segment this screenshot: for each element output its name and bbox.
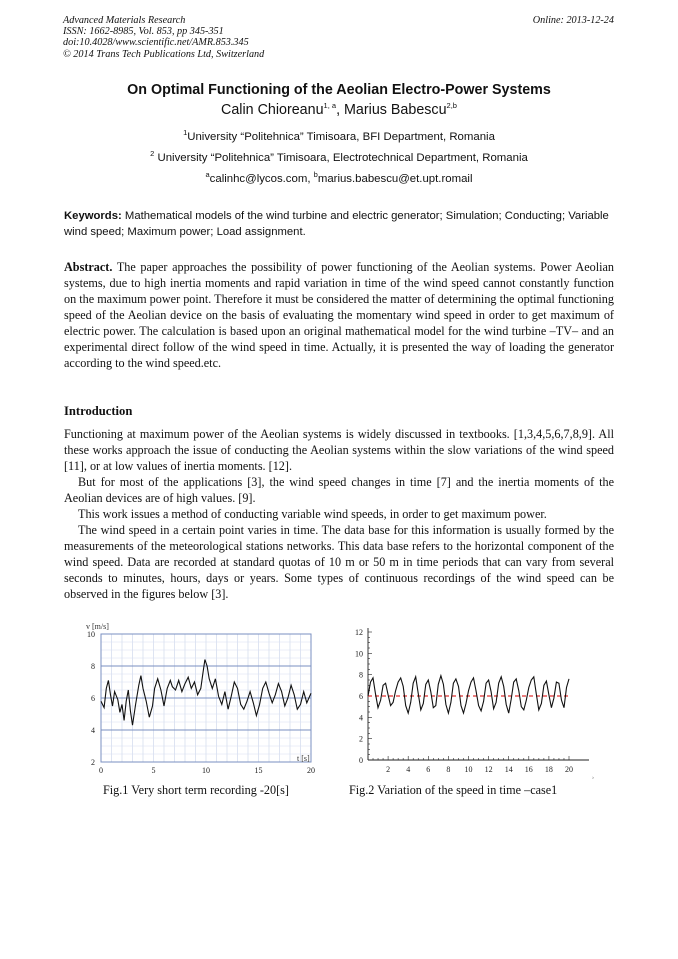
copyright-line: © 2014 Trans Tech Publications Ltd, Switzerland <box>63 48 265 60</box>
affiliation-1 <box>0 128 678 143</box>
fig2-ytick-label: 0 <box>359 756 363 765</box>
fig2-ytick-label: 4 <box>359 713 363 723</box>
intro-paragraph-1: Functioning at maximum power of the Aeolian systems is widely discussed in textbooks. [1,3,4,5,6,7,8,9]. All these works approach the issue of conducting the Aeolian systems within the slow variations of the wind speed [11], or at low values of inertia moments. [12]. <box>64 427 614 473</box>
figure-2-caption: Fig.2 Variation of the speed in time –case1 <box>349 783 558 797</box>
fig1-xtick-label: 5 <box>151 766 156 775</box>
fig2-xtick-label: 10 <box>464 765 473 774</box>
fig2-xtick-label: 20 <box>565 765 573 774</box>
affiliation-2-sup: 2 <box>150 149 155 159</box>
email-b-sup: b <box>313 170 318 180</box>
fig1-xtick-label: 0 <box>99 766 103 775</box>
fig2-xtick-label: 2 <box>386 765 391 774</box>
fig1-ytick-label: 8 <box>91 662 95 671</box>
author-separator: , <box>336 102 345 118</box>
fig2-xtick-label: 12 <box>484 765 493 774</box>
affiliation-1-sup: 1 <box>183 128 188 138</box>
fig1-xtick-label: 15 <box>254 766 263 775</box>
figure-1-caption: Fig.1 Very short term recording -20[s] <box>103 783 289 797</box>
abstract-label: Abstract. <box>64 260 113 274</box>
fig1-xtick-label: 20 <box>307 766 315 775</box>
affiliation-2-text: University “Politehnica” Timisoara, Electrotechnical Department, Romania <box>154 152 528 164</box>
fig2-axis-arrow: › <box>592 775 594 781</box>
abstract-block <box>64 259 614 371</box>
fig2-xtick-label: 16 <box>524 765 533 774</box>
paper-title: On Optimal Functioning of the Aeolian Electro-Power Systems <box>127 82 551 98</box>
fig1-ylabel: v [m/s] <box>86 622 109 631</box>
fig1-ytick-label: 10 <box>87 630 95 639</box>
fig1-ytick-label: 6 <box>91 694 95 703</box>
email-line <box>0 170 678 185</box>
intro-paragraph-4: The wind speed in a certain point varies in time. The data base for this information is usually formed by the measurements of the meteorological stations networks. This data base refers to the horizontal component of the wind speed. Data are recorded at standard quotas of 10 m or 50 m in time periods that can vary from several seconds to minutes, hours, days or years. Some types of continuous recordings of the wind speed can be observed in the figures below [3]. <box>64 523 614 601</box>
author-2-sup: 2,b <box>446 101 457 111</box>
affiliation-2 <box>0 149 678 164</box>
fig1-xtick-label: 10 <box>202 766 210 775</box>
author-2: Marius Babescu <box>344 102 447 118</box>
issn-line: ISSN: 1662-8985, Vol. 853, pp 345-351 <box>63 26 224 38</box>
intro-paragraph-2: But for most of the applications [3], the wind speed changes in time [7] and the inertia moments of the Aeolian devices are of high values. [9]. <box>64 475 614 505</box>
fig2-xtick-label: 6 <box>426 765 431 774</box>
email-b[interactable]: marius.babescu@et.upt.romail <box>317 173 473 185</box>
journal-name: Advanced Materials Research <box>63 15 186 26</box>
fig2-xtick-label: 8 <box>446 765 451 774</box>
keywords-block <box>64 209 615 240</box>
affiliation-1-text: University “Politehnica” Timisoara, BFI Department, Romania <box>187 131 495 143</box>
intro-paragraph-3: This work issues a method of conducting variable wind speeds, in order to get maximum power. <box>78 507 547 521</box>
fig2-xtick-label: 14 <box>504 765 513 774</box>
email-a[interactable]: calinhc@lycos.com, <box>209 173 314 185</box>
abstract-text: The paper approaches the possibility of power functioning of the Aeolian systems. Power Aeolian systems, due to high inertia moments and rapid variation in time of the wind speed cannot constantly function on the maximum power point. Therefore it must be considered the matter of determining the optimal functioning speed of the Aeolian device on the basis of evaluating the momentary wind speed in order to get maximum of electric power. The calculation is based upon an original mathematical model for the wind turbine –TV– and an experimental direct follow of the wind speed in time. Actually, it is presented the way of loading the generator according to the wind speed.etc. <box>64 260 614 370</box>
journal-header <box>63 15 264 60</box>
email-a-sup: a <box>205 170 210 180</box>
doi-line: doi:10.4028/www.scientific.net/AMR.853.345 <box>63 37 249 49</box>
fig2-ytick-label: 2 <box>359 734 363 744</box>
fig2-series-line <box>368 676 569 713</box>
keywords-text: Mathematical models of the wind turbine and electric generator; Simulation; Conducting; Variable wind speed; Maximum power; Load assignment. <box>64 210 609 238</box>
author-1: Calin Chioreanu <box>221 102 324 118</box>
fig2-ytick-label: 6 <box>359 692 363 701</box>
author-line <box>0 102 678 118</box>
fig1-ytick-label: 2 <box>91 758 95 767</box>
fig2-ytick-label: 12 <box>355 628 363 637</box>
fig2-xtick-label: 4 <box>406 765 411 774</box>
online-date: Online: 2013-12-24 <box>532 15 614 26</box>
fig2-ytick-label: 8 <box>359 670 363 680</box>
figure-1-chart <box>76 616 326 782</box>
introduction-body <box>64 426 614 602</box>
fig1-ytick-label: 4 <box>91 726 95 735</box>
keywords-label: Keywords: <box>64 210 122 222</box>
figure-2-chart <box>342 618 602 782</box>
introduction-heading: Introduction <box>64 404 133 418</box>
fig2-ytick-label: 10 <box>355 649 363 659</box>
author-1-sup: 1, a <box>323 101 337 111</box>
fig1-xlabel: t [s] <box>297 754 310 763</box>
fig2-xtick-label: 18 <box>544 765 553 774</box>
